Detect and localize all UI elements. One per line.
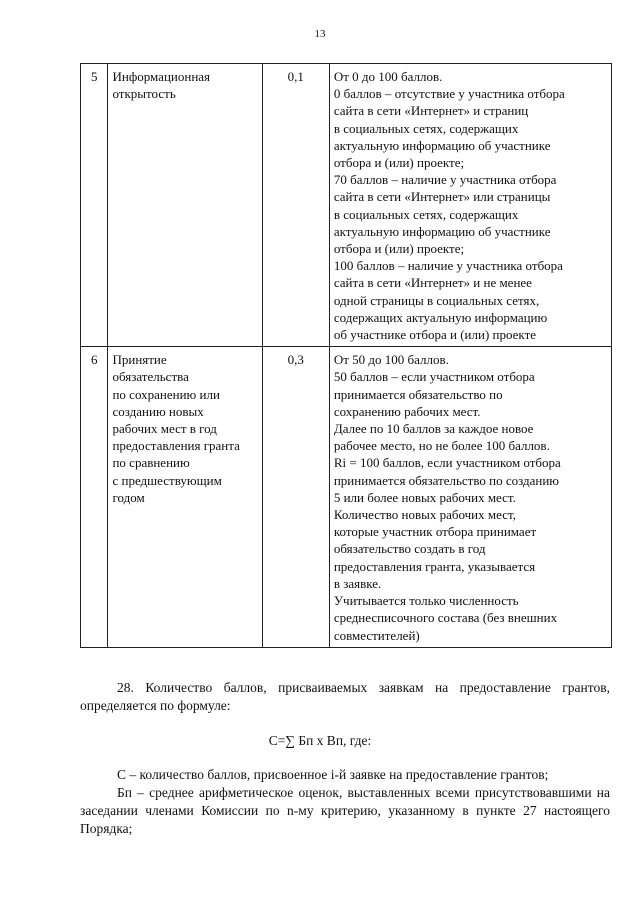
formula: C=∑ Бп х Вп, где: — [268, 733, 372, 748]
row-number: 6 — [81, 347, 108, 647]
paragraph-28: 28. Количество баллов, присваиваемых заявкам на предоставление грантов, определяется по формуле: — [80, 680, 610, 713]
definition-c: С – количество баллов, присвоенное i-й заявке на предоставление грантов; — [117, 767, 549, 782]
page-number: 13 — [314, 28, 326, 40]
table-row — [81, 347, 612, 647]
criterion-weight: 0,1 — [262, 64, 329, 347]
criterion-name: Информационная открытость — [108, 64, 262, 347]
row-number: 5 — [81, 64, 108, 347]
definition-bp: Бп – среднее арифметическое оценок, выставленных всеми присутствовавшими на заседании членами Комиссии по n-му критерию, указанному в пункте 27 настоящего Порядка; — [80, 785, 610, 836]
criterion-description: От 50 до 100 баллов. 50 баллов – если участником отбора принимается обязательство по сохранению рабочих мест. Далее по 10 баллов за каждое новое рабочее место, но не более 100 баллов. Ri = 100 баллов, если участником отбора принимается обязательство по созданию 5 или более новых рабочих мест. Количество новых рабочих мест, которые участник отбора принимает обязательство создать в год предоставления гранта, указывается в заявке. Учитывается только численность среднесписочного состава (без внешних совместителей) — [329, 347, 611, 647]
table-row — [81, 64, 612, 347]
criteria-table — [80, 63, 612, 648]
criterion-name: Принятие обязательства по сохранению или созданию новых рабочих мест в год предоставления гранта по сравнению с предшествующим годом — [108, 347, 262, 647]
criterion-weight: 0,3 — [262, 347, 329, 647]
criterion-description: От 0 до 100 баллов. 0 баллов – отсутствие у участника отбора сайта в сети «Интернет» и страниц в социальных сетях, содержащих актуальную информацию об участнике отбора и (или) проекте; 70 баллов – наличие у участника отбора сайта в сети «Интернет» или страницы в социальных сетях, содержащих актуальную информацию об участнике отбора и (или) проекте; 100 баллов – наличие у участника отбора сайта в сети «Интернет» и не менее одной страницы в социальных сетях, содержащих актуальную информацию об участнике отбора и (или) проекте — [329, 64, 611, 347]
